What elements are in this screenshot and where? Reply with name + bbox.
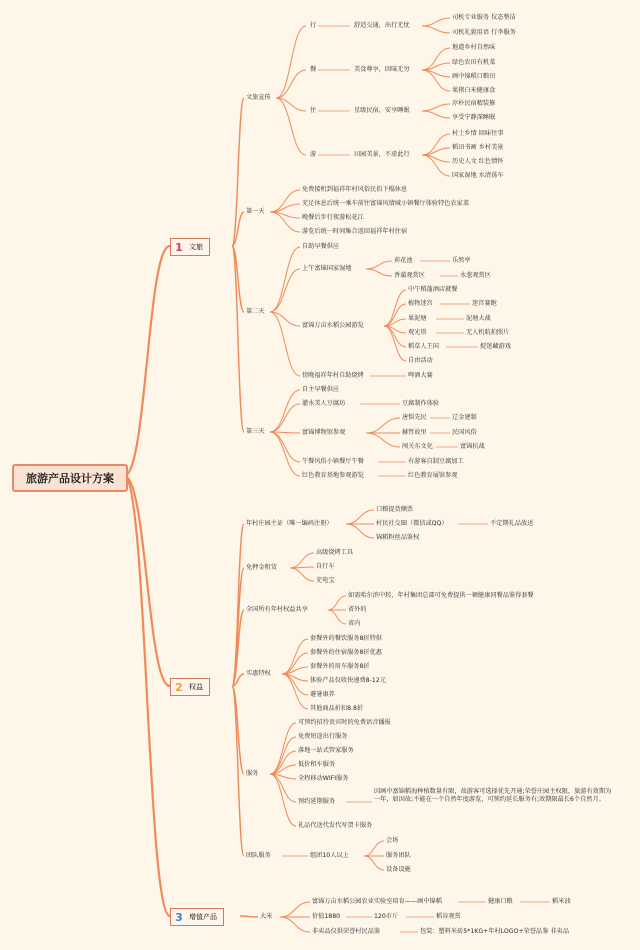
connector-line — [270, 737, 296, 774]
leaf: 捉迷藏游戏 — [480, 343, 511, 350]
leaf: 赫哲故里 — [402, 429, 427, 436]
leaf: 红色教育基地参观游览 — [302, 472, 364, 479]
leaf: 画中锦稻口粮田 — [452, 73, 496, 80]
node-xing-detail[interactable]: 舒适交通，出行无忧 — [354, 22, 410, 29]
leaf: 免费短途出行服务 — [298, 733, 348, 740]
leaf: 观光塔 — [408, 329, 427, 336]
connector-line — [384, 290, 406, 326]
section-label: 文旅 — [189, 243, 203, 251]
section-label: 权益 — [189, 683, 203, 691]
leaf: 服务团队 — [386, 852, 411, 859]
leaf: 国家湿地 水清荡车 — [452, 172, 504, 179]
leaf: 其他商品折扣8.8折 — [310, 705, 364, 712]
leaf: 可预约招待贵宾时的免费语音播报 — [298, 719, 391, 726]
leaf: 稻草人王国 — [408, 343, 439, 350]
node-you[interactable]: 游 — [310, 151, 317, 158]
node-discount[interactable]: 实惠特权 — [246, 670, 271, 677]
leaf: 享受宁静深睡眠 — [452, 114, 496, 121]
node-can-detail[interactable]: 美食尊享，回味无穷 — [354, 66, 410, 73]
connector-line — [422, 26, 450, 33]
leaf: 自主早餐供应 — [302, 386, 340, 393]
leaf: 村民社交圈（微信或QQ） — [376, 520, 448, 527]
connector-line — [270, 312, 300, 376]
leaf: 套餐外的餐饮服务8折特供 — [310, 635, 382, 642]
connector-line — [232, 524, 244, 686]
node-xing[interactable]: 行 — [310, 22, 317, 29]
delay-description: 因画中富锦稻海种植数量有限，故游客可选择优先开通;荣誉庄园主权限，旅游有效期为一年，如因故;不能在一个自然年度游览，可预约延长服务有;效期限最长6个自然月。 — [374, 788, 612, 803]
node-rice[interactable]: 大米 — [260, 913, 273, 920]
node-cert[interactable]: 年村庄园主证（唯一编码注册） — [246, 520, 333, 527]
connector-line — [290, 553, 314, 568]
connector-line — [346, 510, 374, 524]
connector-line — [346, 524, 374, 538]
node-wetland[interactable]: 上午富锦国家湿地 — [302, 265, 352, 272]
connector-line — [280, 902, 310, 917]
connector-line — [270, 723, 296, 774]
leaf: 稻米油 — [552, 898, 571, 905]
node-team[interactable]: 团队服务 — [246, 852, 271, 859]
leaf: 傍晚福祥年村自助烧烤 — [302, 372, 364, 379]
leaf: 设备设施 — [386, 866, 411, 873]
leaf: 包装：塑料米砖5*1KG+年村LOGO+荣誉品鉴 非卖品 — [420, 928, 569, 935]
node-zhu[interactable]: 住 — [310, 107, 317, 114]
section-label: 增值产品 — [189, 913, 217, 921]
connector-line — [270, 190, 300, 212]
leaf: 省内 — [348, 620, 361, 627]
leaf: 淳朴民宿精装修 — [452, 100, 496, 107]
leaf: 民国风俗 — [452, 429, 477, 436]
section-number: 1 — [175, 240, 183, 254]
root-topic[interactable]: 旅游产品设计方案 — [12, 464, 128, 492]
leaf: 游览后统一时间集合返回福祥年村住宿 — [302, 228, 408, 235]
leaf: 健康口粮 — [488, 898, 513, 905]
leaf: 充电宝 — [316, 577, 335, 584]
leaf: 省外的 — [348, 606, 367, 613]
leaf: 稻谷观赏 — [436, 913, 461, 920]
node-day2[interactable]: 第二天 — [246, 308, 265, 315]
leaf: 避暑康养 — [310, 691, 335, 698]
leaf: 乐然亭 — [452, 257, 471, 264]
connector-line — [270, 390, 300, 432]
leaf: 免费接机到福祥年村风俗民俗下榻休息 — [302, 186, 408, 193]
connector-line — [282, 639, 308, 674]
leaf: 红色教育展馆参观 — [408, 472, 458, 479]
node-zhu-detail[interactable]: 星级民宿，安享睡眠 — [354, 107, 410, 114]
leaf: 司机礼貌用语 行李服务 — [452, 29, 516, 36]
leaf: 泥塘大战 — [466, 315, 491, 322]
leaf: 价值1880 — [312, 913, 341, 920]
node-delay[interactable]: 预约延期服务 — [298, 798, 336, 805]
leaf: 会场 — [386, 837, 399, 844]
connector-line — [124, 246, 170, 476]
leaf: 富锦万亩水稻公园农业实验室培育——画中锦稻 — [312, 898, 442, 905]
leaf: 全程移动WIFI服务 — [298, 775, 349, 782]
leaf: 高级烧烤工具 — [316, 549, 354, 556]
leaf: 村土乡情 回味往事 — [452, 130, 504, 137]
connector-line — [270, 774, 296, 802]
connector-line — [384, 326, 406, 361]
connector-line — [366, 269, 392, 276]
connector-line — [124, 476, 170, 686]
leaf: 120市斤 — [374, 913, 399, 920]
connector-line — [282, 674, 308, 709]
connector-line — [422, 18, 450, 26]
leaf: 礼品代送代发代写贺卡服务 — [298, 822, 373, 829]
leaf: 果泥塘 — [408, 315, 427, 322]
leaf: 套餐外的用车服务8折 — [310, 663, 370, 670]
node-team-size[interactable]: 组团10人以上 — [310, 852, 349, 859]
connector-line — [422, 104, 450, 111]
connector-line — [328, 610, 346, 624]
connector-line — [422, 111, 450, 118]
node-you-detail[interactable]: 田园美景，不虚此行 — [354, 151, 410, 158]
leaf: 锦稻粉丝品鉴权 — [376, 534, 420, 541]
connector-line — [232, 568, 244, 686]
leaf: 灌水美人豆腐坊 — [302, 400, 346, 407]
leaf: 非卖品仅供荣誉村民品鉴 — [312, 928, 381, 935]
node-share[interactable]: 全国所有年村权益共享 — [246, 606, 308, 613]
leaf: 午餐风俗小镇餐厅午餐 — [302, 458, 364, 465]
connector-line — [270, 269, 300, 312]
connector-line — [290, 568, 314, 581]
connector-line — [276, 70, 306, 98]
leaf: 套餐外的住宿服务8折优惠 — [310, 649, 382, 656]
leaf: 司机专业服务 仪态整洁 — [452, 14, 516, 21]
leaf: 充足休息后统一乘车前往富锦风情城小镇餐厅体验特色农家菜 — [302, 200, 470, 207]
leaf: 香蒲观赏区 — [394, 272, 425, 279]
section-benefits[interactable] — [170, 678, 210, 696]
connector-line — [270, 774, 296, 826]
node-can[interactable]: 餐 — [310, 66, 317, 73]
leaf: 唐惧先民 — [402, 414, 427, 421]
leaf: 晚餐后步行夜游松花江 — [302, 214, 364, 221]
leaf: 历史人文 红色情怀 — [452, 158, 504, 165]
node-museum[interactable]: 富锦博物馆参观 — [302, 429, 346, 436]
connector-line — [280, 917, 310, 932]
connector-line — [240, 916, 258, 917]
connector-line — [270, 404, 300, 432]
leaf: 落地一站式管家服务 — [298, 747, 354, 754]
leaf: 绿色农田有机菜 — [452, 59, 496, 66]
leaf: 荷花池 — [394, 257, 413, 264]
leaf: 迷宫赛跑 — [472, 300, 497, 307]
connector-line — [276, 26, 306, 98]
connector-line — [366, 433, 400, 447]
leaf: 低价租车服务 — [298, 761, 336, 768]
node-day3[interactable]: 第三天 — [246, 428, 265, 435]
connector-line — [270, 247, 300, 312]
node-wenlv[interactable]: 文旅宣传 — [246, 94, 271, 101]
leaf: 自由活动 — [408, 357, 433, 364]
leaf: 地道乡村自然味 — [452, 44, 496, 51]
leaf: 有游客自制豆腐加工 — [408, 458, 464, 465]
connector-line — [364, 856, 384, 870]
leaf: 体验产品仅收快递费8-12元 — [310, 677, 386, 684]
leaf: 啤酒大赛 — [408, 372, 433, 379]
section-number: 2 — [175, 680, 183, 694]
connector-line — [270, 432, 300, 462]
leaf: 豆腐制作体验 — [402, 400, 440, 407]
connector-line — [366, 418, 400, 433]
node-day1[interactable]: 第一天 — [246, 208, 265, 215]
leaf: 口粮提货额票 — [376, 506, 414, 513]
node-service[interactable]: 服务 — [246, 770, 259, 777]
leaf: 自助早餐供应 — [302, 243, 340, 250]
leaf: 无人机航拍照片 — [466, 329, 510, 336]
connector-line — [366, 261, 392, 269]
connector-line — [276, 98, 306, 155]
connector-line — [364, 841, 384, 856]
leaf: 不定期礼品放送 — [490, 520, 534, 527]
connector-line — [328, 596, 346, 610]
node-rice-park[interactable]: 富锦万亩水稻公园游览 — [302, 322, 364, 329]
leaf: 辽金建制 — [452, 414, 477, 421]
leaf: 闯关东文化 — [402, 443, 433, 450]
connector-line — [124, 476, 170, 916]
section-number: 3 — [175, 910, 183, 924]
leaf: 富锦抗战 — [460, 443, 485, 450]
leaf: 中午稻蓬酒店就餐 — [408, 286, 458, 293]
leaf: 水葱观赏区 — [460, 272, 491, 279]
connector-line — [232, 98, 244, 246]
leaf: 果猪白米健康食 — [452, 87, 496, 94]
connector-line — [270, 432, 300, 476]
leaf: 稻田书画 乡村美景 — [452, 144, 504, 151]
node-rent[interactable]: 免押金租赁 — [246, 564, 277, 571]
leaf: 自行车 — [316, 563, 335, 570]
section-cultural-tourism[interactable] — [170, 238, 210, 256]
leaf: 如需哈尔滨中转，年村集团总部可免费提供一顿健康同餐品鉴得套餐 — [348, 592, 534, 599]
section-value-added[interactable] — [170, 908, 224, 926]
leaf: 植物迷宫 — [408, 300, 433, 307]
